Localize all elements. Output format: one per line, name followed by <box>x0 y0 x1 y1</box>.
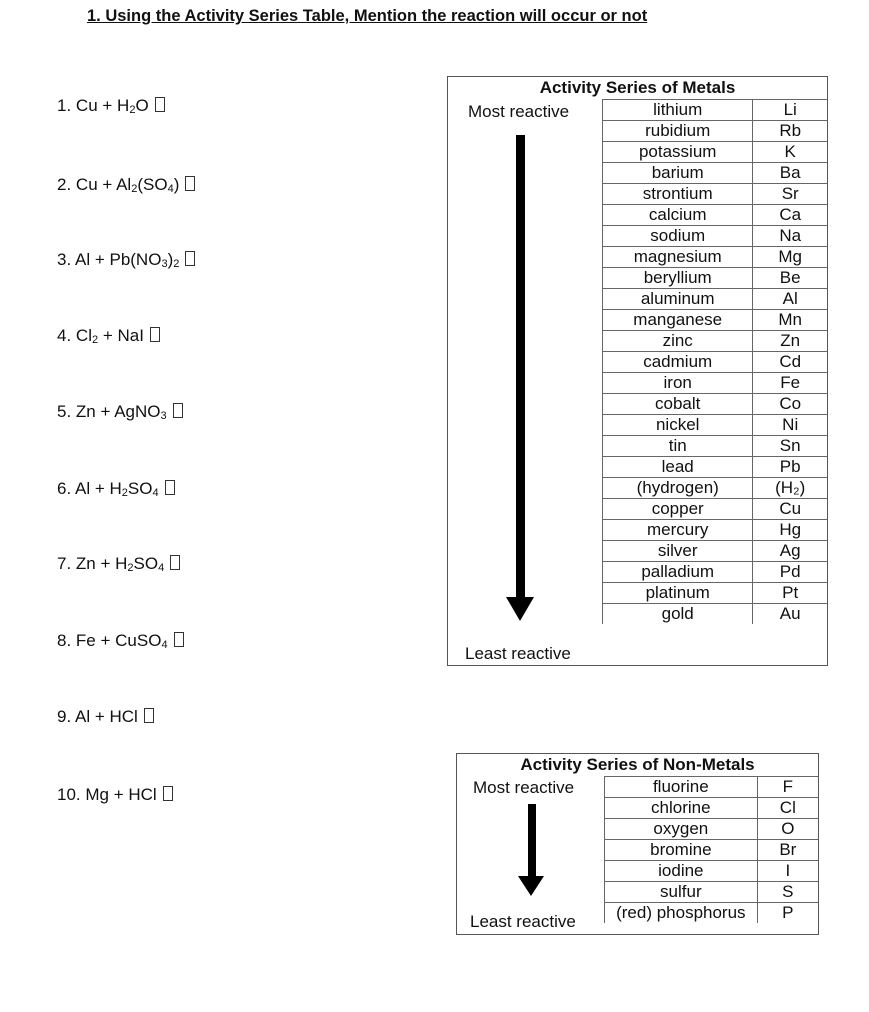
element-symbol: S <box>757 882 818 903</box>
metals-row <box>603 373 828 394</box>
element-name: lead <box>603 457 753 478</box>
metals-least-reactive-label: Least reactive <box>465 644 571 663</box>
metals-row <box>603 604 828 625</box>
metals-row <box>603 121 828 142</box>
metals-row <box>603 499 828 520</box>
nonmetals-most-reactive-label: Most reactive <box>473 778 575 797</box>
formula-text: Cu + Al <box>75 175 132 194</box>
element-name: cadmium <box>603 352 753 373</box>
missing-arrow-glyph-icon <box>163 786 173 801</box>
formula-text: SO <box>133 554 159 573</box>
question-7 <box>57 554 180 574</box>
nonmetals-row <box>605 798 819 819</box>
question-6 <box>57 479 175 499</box>
metals-row <box>603 541 828 562</box>
metals-row <box>603 310 828 331</box>
metals-row <box>603 478 828 499</box>
element-symbol: Sn <box>753 436 827 457</box>
metals-row <box>603 247 828 268</box>
element-symbol: O <box>757 819 818 840</box>
missing-arrow-glyph-icon <box>170 555 180 570</box>
element-symbol: Fe <box>753 373 827 394</box>
nonmetals-row <box>605 840 819 861</box>
element-symbol: Be <box>753 268 827 289</box>
formula-text: Zn + H <box>75 554 128 573</box>
metals-activity-table <box>447 76 828 666</box>
element-symbol: Mn <box>753 310 827 331</box>
element-name: sodium <box>603 226 753 247</box>
element-name: gold <box>603 604 753 625</box>
formula-text: SO <box>127 479 153 498</box>
formula-subscript: 2 <box>121 487 128 499</box>
element-symbol: Zn <box>753 331 827 352</box>
formula-text: Cl <box>75 326 92 345</box>
missing-arrow-glyph-icon <box>174 632 184 647</box>
formula-subscript: 4 <box>158 562 165 574</box>
formula-text: ) <box>173 175 180 194</box>
formula-subscript: 2 <box>173 258 180 270</box>
metals-arrow-head-icon <box>506 597 534 621</box>
metals-row <box>603 562 828 583</box>
element-name: silver <box>603 541 753 562</box>
element-symbol: Ni <box>753 415 827 436</box>
question-3 <box>57 250 195 270</box>
formula-text: (SO <box>137 175 168 194</box>
question-number: 7. <box>57 554 72 573</box>
nonmetals-grid <box>604 776 818 923</box>
element-name: iodine <box>605 861 758 882</box>
question-number: 4. <box>57 326 72 345</box>
element-name: mercury <box>603 520 753 541</box>
element-name: manganese <box>603 310 753 331</box>
metals-grid <box>602 99 827 624</box>
element-symbol: Li <box>753 100 827 121</box>
element-name: iron <box>603 373 753 394</box>
missing-arrow-glyph-icon <box>173 403 183 418</box>
element-symbol: P <box>757 903 818 924</box>
question-10 <box>57 785 173 805</box>
question-5 <box>57 402 183 422</box>
formula-text: ) <box>167 250 174 269</box>
metals-row <box>603 100 828 121</box>
element-name: palladium <box>603 562 753 583</box>
metals-row <box>603 331 828 352</box>
element-name: magnesium <box>603 247 753 268</box>
question-number: 1. <box>57 96 72 115</box>
element-name: beryllium <box>603 268 753 289</box>
question-number: 9. <box>57 707 72 726</box>
metals-row <box>603 184 828 205</box>
element-name: potassium <box>603 142 753 163</box>
element-symbol: Cd <box>753 352 827 373</box>
element-symbol: Br <box>757 840 818 861</box>
missing-arrow-glyph-icon <box>144 708 154 723</box>
element-symbol: Cu <box>753 499 827 520</box>
question-number: 3. <box>57 250 72 269</box>
formula-text: Al + H <box>74 479 122 498</box>
element-symbol: Sr <box>753 184 827 205</box>
worksheet-heading: 1. Using the Activity Series Table, Mention the reaction will occur or not <box>87 7 648 25</box>
missing-arrow-glyph-icon <box>155 97 165 112</box>
missing-arrow-glyph-icon <box>165 480 175 495</box>
nonmetals-row <box>605 777 819 798</box>
formula-text: O <box>135 96 149 115</box>
metals-row <box>603 205 828 226</box>
element-name: nickel <box>603 415 753 436</box>
element-symbol: Pb <box>753 457 827 478</box>
nonmetals-activity-table <box>456 753 819 935</box>
metals-row <box>603 163 828 184</box>
question-9 <box>57 707 154 727</box>
element-name: bromine <box>605 840 758 861</box>
element-name: lithium <box>603 100 753 121</box>
element-symbol: Rb <box>753 121 827 142</box>
element-name: oxygen <box>605 819 758 840</box>
element-symbol: Au <box>753 604 827 625</box>
nonmetals-arrow-head-icon <box>518 876 544 896</box>
question-1 <box>57 96 165 116</box>
metals-row <box>603 457 828 478</box>
element-name: barium <box>603 163 753 184</box>
question-4 <box>57 326 160 346</box>
metals-row <box>603 415 828 436</box>
nonmetals-row <box>605 903 819 924</box>
formula-subscript: 2 <box>129 104 136 116</box>
formula-subscript: 3 <box>160 410 167 422</box>
element-symbol: Al <box>753 289 827 310</box>
formula-subscript: 2 <box>127 562 134 574</box>
formula-subscript: 4 <box>167 183 174 195</box>
nonmetals-row <box>605 819 819 840</box>
question-number: 10. <box>57 785 81 804</box>
formula-text: Al + HCl <box>74 707 138 726</box>
missing-arrow-glyph-icon <box>150 327 160 342</box>
element-name: aluminum <box>603 289 753 310</box>
formula-text: Al + Pb(NO <box>74 250 162 269</box>
formula-text: Mg + HCl <box>85 785 157 804</box>
element-symbol: Ba <box>753 163 827 184</box>
nonmetals-least-reactive-label: Least reactive <box>470 912 576 931</box>
element-symbol: (H₂) <box>753 478 827 499</box>
element-name: copper <box>603 499 753 520</box>
metals-row <box>603 268 828 289</box>
element-symbol: K <box>753 142 827 163</box>
element-symbol: Ca <box>753 205 827 226</box>
missing-arrow-glyph-icon <box>185 251 195 266</box>
metals-arrow-shaft <box>516 135 525 600</box>
metals-row <box>603 352 828 373</box>
nonmetals-arrow-shaft <box>528 804 536 880</box>
nonmetals-table-title: Activity Series of Non-Metals <box>520 755 755 774</box>
element-name: strontium <box>603 184 753 205</box>
element-symbol: Ag <box>753 541 827 562</box>
question-8 <box>57 631 184 651</box>
element-symbol: Hg <box>753 520 827 541</box>
metals-row <box>603 142 828 163</box>
element-symbol: Na <box>753 226 827 247</box>
metals-row <box>603 520 828 541</box>
element-symbol: I <box>757 861 818 882</box>
element-name: chlorine <box>605 798 758 819</box>
metals-row <box>603 436 828 457</box>
element-symbol: Co <box>753 394 827 415</box>
element-symbol: Cl <box>757 798 818 819</box>
formula-subscript: 2 <box>131 183 138 195</box>
formula-subscript: 2 <box>91 334 99 346</box>
formula-text: + NaI <box>98 326 144 345</box>
metals-row <box>603 226 828 247</box>
element-symbol: Pt <box>753 583 827 604</box>
formula-text: Cu + H <box>75 96 130 115</box>
element-symbol: Mg <box>753 247 827 268</box>
question-2 <box>57 175 195 195</box>
formula-subscript: 3 <box>161 258 168 270</box>
nonmetals-row <box>605 882 819 903</box>
element-name: rubidium <box>603 121 753 142</box>
metals-row <box>603 394 828 415</box>
metals-most-reactive-label: Most reactive <box>468 102 570 121</box>
question-number: 6. <box>57 479 72 498</box>
element-name: tin <box>603 436 753 457</box>
element-name: cobalt <box>603 394 753 415</box>
question-number: 8. <box>57 631 72 650</box>
metals-table-title: Activity Series of Metals <box>539 78 736 97</box>
metals-row <box>603 289 828 310</box>
element-name: platinum <box>603 583 753 604</box>
question-number: 5. <box>57 402 72 421</box>
question-number: 2. <box>57 175 72 194</box>
element-name: (hydrogen) <box>603 478 753 499</box>
formula-text: Fe + CuSO <box>75 631 162 650</box>
formula-text: Zn + AgNO <box>75 402 161 421</box>
nonmetals-row <box>605 861 819 882</box>
element-symbol: F <box>757 777 818 798</box>
element-name: sulfur <box>605 882 758 903</box>
element-name: (red) phosphorus <box>605 903 758 924</box>
missing-arrow-glyph-icon <box>185 176 195 191</box>
formula-subscript: 4 <box>152 487 159 499</box>
element-name: zinc <box>603 331 753 352</box>
element-name: fluorine <box>605 777 758 798</box>
element-name: calcium <box>603 205 753 226</box>
element-symbol: Pd <box>753 562 827 583</box>
metals-row <box>603 583 828 604</box>
formula-subscript: 4 <box>161 639 168 651</box>
